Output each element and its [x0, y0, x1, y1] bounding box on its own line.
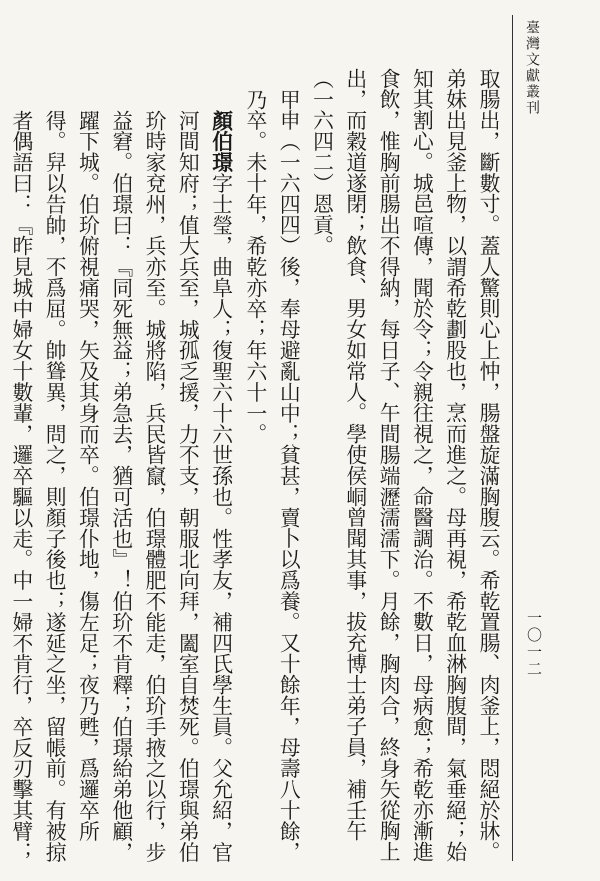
paragraph-3: [0, 68, 238, 864]
journal-title: 臺灣文獻叢刊: [524, 20, 540, 116]
page-number: 一〇一二: [525, 610, 543, 678]
biography-name: 顏伯璟: [208, 110, 234, 173]
paragraph-1: 取腸出，斷數寸。蓋人驚則心上忡，腸盤旋滿胸腹云。希乾置腸、肉釜上，悶絕於牀。弟妹出見釜上物，以謂希乾劃股也，烹而進之。母再視，希乾血淋胸腹間，氣垂絕；始知其割心。城邑喧傳，聞於令；令親往視之，命醫調治。不數日，母病愈；希乾亦漸進食飲，惟胸前腸出不得納，每日子、午間腸端瀝濡濡下。月餘，胸肉合，終身矢從胸上出，而穀道遂閉；飲食、男女如常人。學使侯峒曾聞其事，拔充博士弟子員，補壬午（一六四二）恩貢。: [309, 68, 500, 863]
header-divider: [512, 15, 513, 861]
paragraph-2: 甲申（一六四四）後，奉母避亂山中；貧甚，賣卜以爲養。又十餘年，母壽八十餘，乃卒。未十年，希乾亦卒；年六十一。: [242, 89, 301, 863]
body-text: [8, 68, 504, 864]
biography-text: 字士瑩，曲阜人；復聖六十六世孫也。性孝友，補四氏學生員。父允紹，官河間知府；值大兵至，城孤乏援，力不支，朝服北向拜，闔室自焚死。伯璟與弟伯玠時家兗州，兵亦至。城將陷，兵民皆竄，伯璟體肥不能走，伯玠手掖之以行，步益窘。伯璟曰：『同死無益；弟急去，猶可活也』！伯玠不肯釋；伯璟紿弟他顧，躍下城。伯玠俯視痛哭，矢及其身而卒。伯璟仆地，傷左足；夜乃甦，爲邏卒所得。舁以告帥，不爲屈。帥聳異，問之，則顏子後也；遂延之坐，留帳前。有被掠者偶語曰：『昨見城中婦女十數輩，邏卒驅以走。中一婦不肯行，卒反刃擊其臂；: [8, 110, 233, 863]
